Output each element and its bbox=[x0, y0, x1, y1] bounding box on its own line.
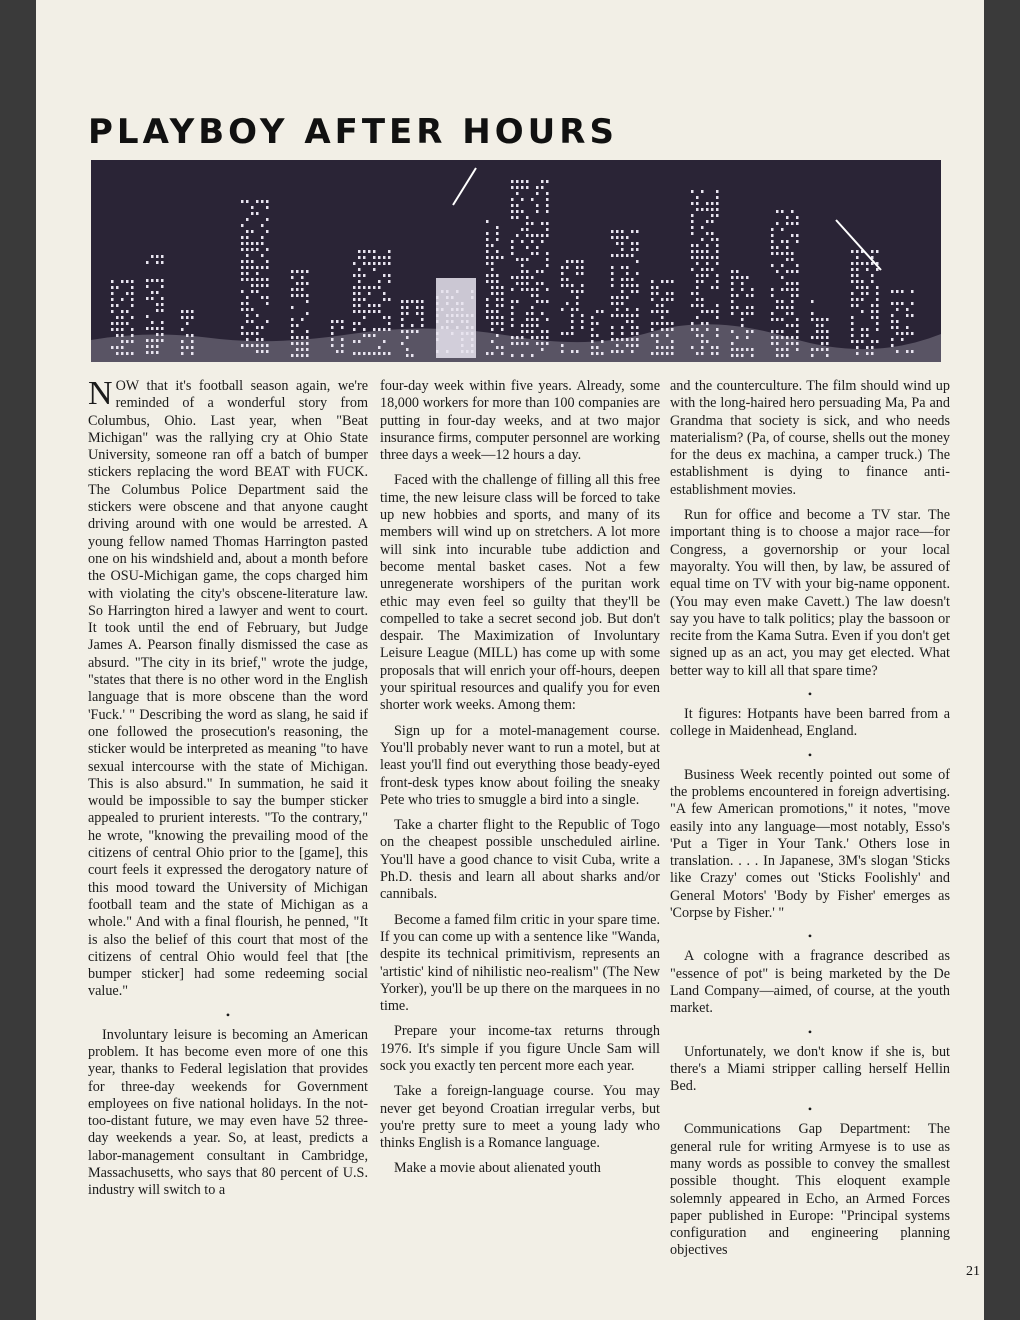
column-2 bbox=[380, 378, 660, 1186]
paragraph: Unfortunately, we don't know if she is, but there's a Miami stripper calling herself Hellin Bed. bbox=[670, 1043, 950, 1095]
paragraph: Sign up for a motel-management course. You'll probably never want to run a motel, but at least you'll find out everything those beady-eyed front-desk types know about foiling the sneaky Pete who tries to smuggle a bird into a single. bbox=[380, 722, 660, 808]
paragraph: Become a famed film critic in your spare time. If you can come up with a sentence like "Wanda, despite its technical primitivism, represents an 'artistic' kind of nihilistic neo-realism" (The New Yorker), you'll be up there on the marquees in no time. bbox=[380, 911, 660, 1015]
column-3 bbox=[670, 378, 950, 1268]
paragraph: Involuntary leisure is becoming an American problem. It has become even more of one this year, thanks to Federal legislation that provides for three-day weekends for Government employees on five national holidays. In the not-too-distant future, we may even have 52 three-day weekends a year. So, at least, predicts a labor-management consultant in Cambridge, Massachusetts, who says that 80 percent of U.S. industry will switch to a bbox=[88, 1026, 368, 1199]
separator-bullet: • bbox=[225, 1007, 231, 1022]
separator-bullet: • bbox=[807, 747, 813, 762]
paragraph: Take a foreign-language course. You may never get beyond Croatian irregular verbs, but you're pretty sure to meet a young lady who thinks English is a Romance language. bbox=[380, 1083, 660, 1152]
separator-bullet: • bbox=[807, 1024, 813, 1039]
paragraph: and the counterculture. The film should wind up with the long-haired hero persuading Ma, Pa and Grandma that society is sick, and who needs materialism? (Pa, of course, shells out the money for the deus ex machina, a camper truck.) The establishment is dying to finance anti-establishment movies. bbox=[670, 378, 950, 498]
paragraph: Make a movie about alienated youth bbox=[394, 1160, 601, 1177]
city-skyline-illustration bbox=[91, 160, 941, 362]
paragraph bbox=[88, 375, 368, 1001]
page-title: PLAYBOY AFTER HOURS bbox=[88, 112, 618, 152]
paragraph: Run for office and become a TV star. The important thing is to choose a major race—for Congress, a governorship or your local mayoralty. You will then, by law, be assured of equal time on TV with your big-name opponent. (You may even make Cavett.) The law doesn't say you have to talk politics; play the bassoon or recite from the Kama Sutra. Even if you don't get signed up as an act, you may get elected. What better way to kill all that spare time? bbox=[670, 507, 950, 679]
building bbox=[241, 200, 269, 353]
paragraph: Communications Gap Department: The general rule for writing Armyese is to use as many words as possible to convey the smallest possible thought. This eloquent example solemnly appeared in Echo, an Armed Forces paper published in Europe: "Principal systems configuration and engineering planning objectives bbox=[670, 1121, 950, 1259]
skyline-drawing bbox=[91, 160, 941, 362]
column-1 bbox=[88, 375, 368, 1208]
paragraph: four-day week within five years. Already, some 18,000 workers for more than 100 companies are putting in four-day weeks, and at two major insurance firms, computer personnel are working three days a week—12 hours a day. bbox=[380, 378, 660, 464]
separator-bullet: • bbox=[807, 929, 813, 944]
separator-bullet: • bbox=[807, 687, 813, 702]
paragraph: Business Week recently pointed out some of the problems encountered in foreign advertising. "A few American promotions," it notes, "move easily into any language—most notably, Esso's 'Put a Tiger in Your Tank.' Others lose in translation. . . . In Japanese, 3M's slogan 'Sticks like Crazy' comes out 'Sticks Foolishly' and General Motors' 'Body by Fisher' emerges as 'Corpse by Fisher.' " bbox=[670, 766, 950, 922]
ground-glow bbox=[91, 324, 941, 362]
drop-cap: N bbox=[88, 375, 113, 412]
separator-bullet: • bbox=[807, 1102, 813, 1117]
building bbox=[891, 290, 914, 353]
building bbox=[851, 250, 879, 355]
building bbox=[511, 180, 549, 357]
building bbox=[561, 260, 584, 353]
paragraph-text: OW that it's football season again, we're reminded of a wonderful story from Columbus, Ohio. Last year, when "Beat Michigan" was the rallying cry at Ohio State University, someone ran off a batch of bumper stickers replacing the word BEAT with FUCK. The Columbus Police Department said the stickers were obscene and that anyone caught driving around with one would be arrested. A young fellow named Thomas Harrington pasted one on his windshield and, about a month before the OSU-Michigan game, the cops charged him with violating the city's obscene-literature law. So Harrington hired a lawyer and went to court. It took until the end of February, but Judge James A. Pearson finally dismissed the case as absurd. "The city in its brief," wrote the judge, "states that there is no other word in the English language that is more obscene than the word 'Fuck.' " Describing the word as slang, he said if one followed the prosecution's reasoning, the sticker would be interpreted as meaning "to have sexual intercourse with the state of Michigan. This is also absurd." In summation, he said it would be impossible to say the bumper sticker appealed to prurient interests. "To the contrary," he wrote, "knowing the prevailing mood of the citizens of central Ohio prior to the [game], this court feels it expressed the derogatory nature of this mood toward the University of Michigan football team and the state of Michigan as a whole." And with a final flourish, he penned, "It is also the belief of this court that most of the citizens of central Ohio would feel that [the bumper sticker] had some redeeming social value." bbox=[88, 378, 368, 1000]
paragraph: Prepare your income-tax returns through 1976. It's simple if you figure Uncle Sam will sock you exactly ten percent more each year. bbox=[380, 1023, 660, 1074]
paragraph: Faced with the challenge of filling all this free time, the new leisure class will be forced to take up new hobbies and sports, and many of its members will wind up on stretchers. A lot more will sink into incurable tube addiction and become mental basket cases. Not a few unregenerate worshipers of the puritan work ethic may even feel so guilty that they'll be compelled to take a secret second job. But don't despair. The Maximization of Involuntary Leisure League (MILL) has come up with some proposals that will enrich your off-hours, deepen your spiritual resources and qualify you for even shorter work weeks. Among them: bbox=[380, 472, 660, 714]
page-number: 21 bbox=[966, 1264, 980, 1279]
paragraph: Take a charter flight to the Republic of Togo on the cheapest possible unscheduled airline. You'll have a good chance to visit Cuba, write a Ph.D. thesis and learn all about sharks and/or cannibals. bbox=[380, 817, 660, 903]
paragraph: It figures: Hotpants have been barred from a college in Maidenhead, England. bbox=[670, 706, 950, 740]
magazine-page bbox=[36, 0, 984, 1320]
building bbox=[611, 230, 639, 353]
searchlight-beam bbox=[453, 168, 476, 205]
paragraph: A cologne with a fragrance described as "essence of pot" is being marketed by the De Land Company—aimed, of course, at the youth market. bbox=[670, 948, 950, 1017]
